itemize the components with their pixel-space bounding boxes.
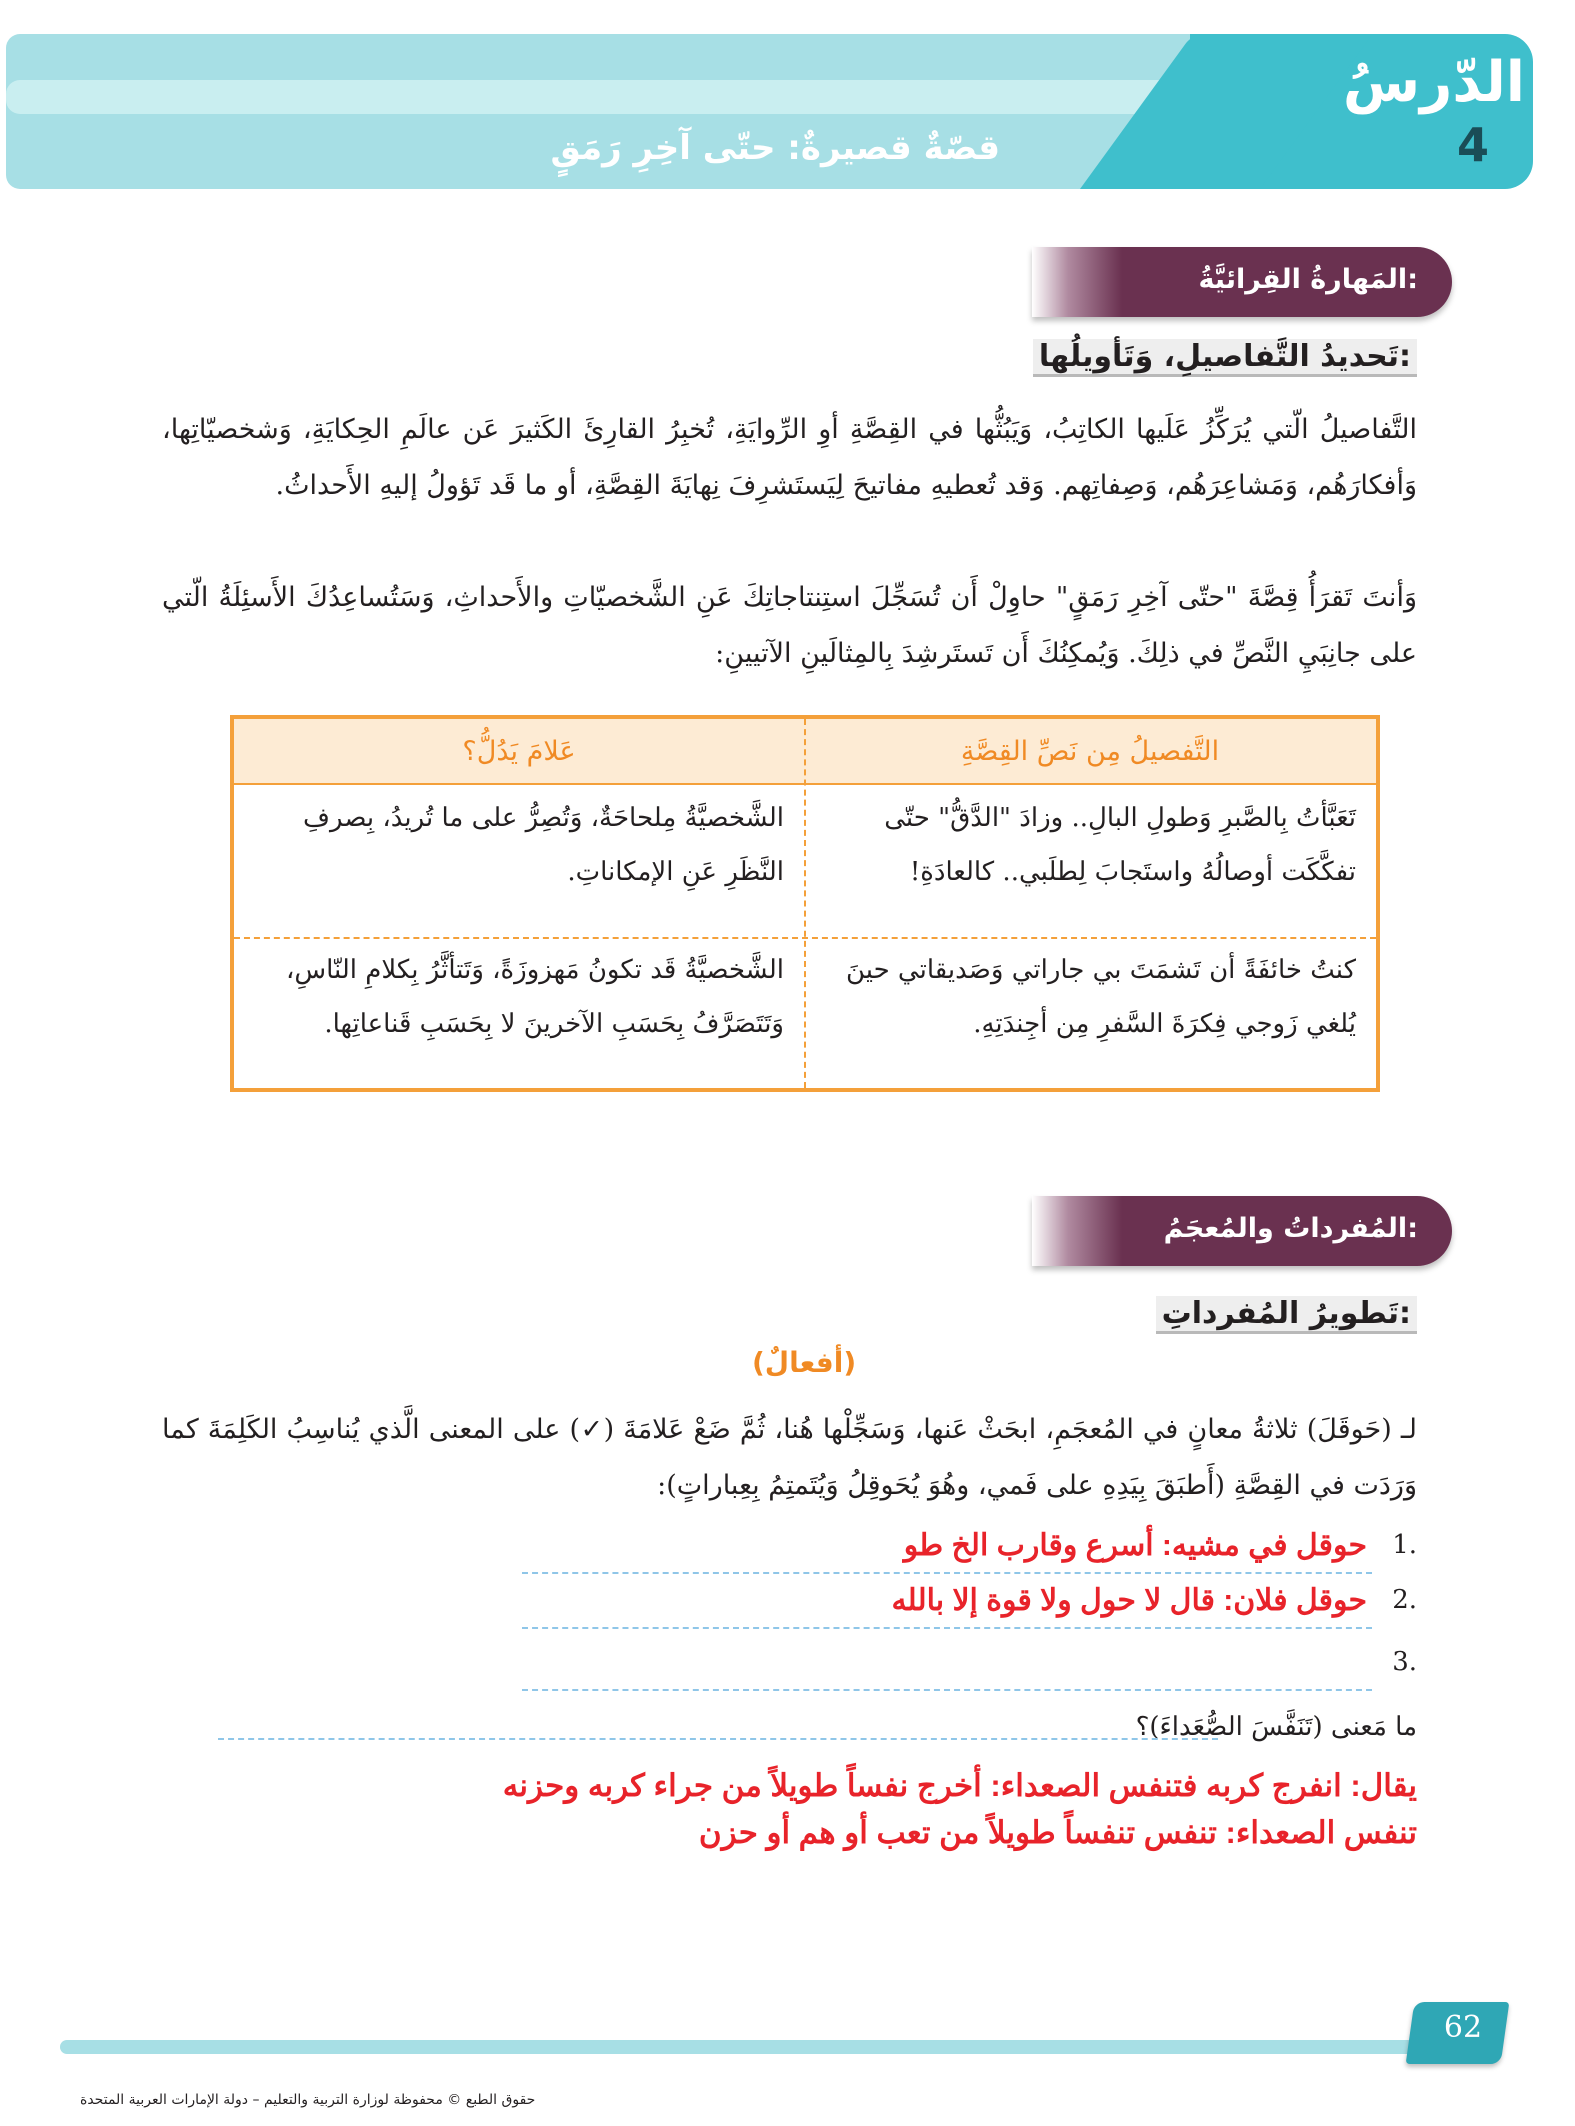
answer-line bbox=[522, 1627, 1372, 1629]
answer-item[interactable] bbox=[257, 1647, 1417, 1697]
table-cell: كنتُ خائفَةً أن تَشمَتَ بي جاراتي وَصَديقاتي حينَ يُلغي زَوجي فِكرَةَ السَّفرِ مِن أجِندَتِهِ. bbox=[845, 955, 1356, 1039]
item-number: 1. bbox=[1392, 1530, 1417, 1560]
table-cell: تَعَبَّأتُ بِالصَّبرِ وَطولِ البالِ.. وزادَ "الدَّقُّ" حتّى تفكَّكَت أوصالُهُ واستَجابَ لِطلَبي.. كالعادَةِ! bbox=[884, 803, 1356, 887]
handwritten-answer: حوقل في مشيه: أسرع وقارب الخ طو bbox=[903, 1529, 1367, 1562]
answer-line[interactable] bbox=[218, 1738, 1218, 1740]
item-number: 2. bbox=[1392, 1585, 1417, 1615]
table-header-detail: التَّفصيلُ مِن نَصِّ القِصَّةِ bbox=[804, 719, 1376, 783]
story-title: قصّةٌ قصيرةٌ: حتّى آخِرِ رَمَقٍ bbox=[550, 128, 1000, 168]
page-number: 62 bbox=[1443, 2010, 1483, 2045]
table-divider bbox=[234, 937, 1376, 939]
paragraph: التَّفاصيلُ الّتي يُرَكِّزُ عَلَيها الكاتِبُ، وَيَبُثُّها في القِصَّةِ أوِ الرِّوايَةِ، تُخبِرُ القارِئَ الكَثيرَ عَن عالَمِ الحِكايَةِ، وَشخصيّاتِها، وَأفكارَهُم، وَمَشاعِرَهُم، وَصِفاتِهم. وَقد تُعطيهِ مفاتيحَ لِيَستَشرِفَ نِهايَةَ القِصَّةِ، أو ما قَد تَؤولُ إليهِ الأَحداثُ. bbox=[162, 414, 1417, 501]
table-header-meaning: عَلامَ يَدُلُّ؟ bbox=[234, 719, 804, 783]
copyright-notice: حقوق الطبع © محفوظة لوزارة التربية والتعليم – دولة الإمارات العربية المتحدة bbox=[80, 2092, 536, 2108]
answer-line bbox=[522, 1689, 1372, 1691]
section-tab-label: المُفرداتُ والمُعجَمُ: bbox=[1163, 1213, 1418, 1244]
section-heading: تَطويرُ المُفرداتِ: bbox=[1156, 1296, 1417, 1334]
table-divider bbox=[804, 719, 806, 1088]
paragraph: وَأنتَ تَقرَأُ قِصَّةَ "حتّى آخِرِ رَمَقٍ" حاوِلْ أَن تُسَجِّلَ استِنتاجاتِكَ عَنِ الشَّخصيّاتِ والأَحداثِ، وَسَتُساعِدُكَ الأَسئِلَةُ الّتي على جانِبَيِ النَّصِّ في ذلِكَ. وَيُمكِنُكَ أَن تَستَرشِدَ بِالمِثالَينِ الآتيينِ: bbox=[162, 582, 1417, 669]
table-cell: الشَّخصيَّةُ مِلحاحَةٌ، وَتُصِرُّ على ما تُريدُ، بِصرفِ النَّظَرِ عَنِ الإمكاناتِ. bbox=[303, 803, 784, 887]
section-tab-label: المَهارةُ القِرائيَّةُ: bbox=[1198, 264, 1418, 295]
details-table bbox=[230, 715, 1380, 1092]
answer-line bbox=[522, 1572, 1372, 1574]
section-tab-vocabulary bbox=[1032, 1196, 1452, 1266]
table-divider bbox=[234, 783, 1376, 785]
answer-item[interactable] bbox=[257, 1530, 1417, 1580]
item-number: 3. bbox=[1392, 1647, 1417, 1677]
handwritten-answer: حوقل فلان: قال لا حول ولا قوة إلا بالله bbox=[891, 1584, 1367, 1617]
lesson-number: 4 bbox=[1456, 118, 1489, 172]
section-heading: تَحديدُ التَّفاصيلِ، وَتَأويلُها: bbox=[1033, 339, 1417, 377]
verbs-label: (أفعالٌ) bbox=[752, 1346, 857, 1379]
section-tab-reading-skill bbox=[1032, 247, 1452, 317]
lesson-label: الدّرسُ bbox=[1342, 50, 1525, 115]
question: ما مَعنى (تَنَفَّسَ الصُّعَداءَ)؟ bbox=[1135, 1712, 1417, 1742]
footer-bar bbox=[60, 2040, 1445, 2054]
handwritten-answer: يقال: انفرج كربه فتنفس الصعداء: أخرج نفساً طويلاً من جراء كربه وحزنه bbox=[502, 1768, 1417, 1803]
answer-item[interactable] bbox=[257, 1585, 1417, 1635]
table-cell: الشَّخصيَّةُ قَد تكونُ مَهزوزَةً، وَتَتأثَّرُ بِكلامِ النّاسِ، وَتَتَصَرَّفُ بِحَسَبِ الآخرينَ لا بِحَسَبِ قَناعاتِها. bbox=[285, 955, 784, 1039]
instruction: لـ (حَوقَلَ) ثلاثةُ معانٍ في المُعجَمِ، ابحَثْ عَنها، وَسَجِّلْها هُنا، ثُمَّ ضَعْ عَلامَةَ (✓) على المعنى الَّذي يُناسِبُ الكَلِمَةَ كما وَرَدَت في القِصَّةِ (أَطبَقَ بِيَدِهِ على فَمي، وهُوَ يُحَوقِلُ وَيُتَمتِمُ بِعِباراتٍ): bbox=[162, 1414, 1417, 1501]
handwritten-answer: تنفس الصعداء: تنفس تنفساً طويلاً من تعب أو هم أو حزن bbox=[698, 1815, 1417, 1850]
